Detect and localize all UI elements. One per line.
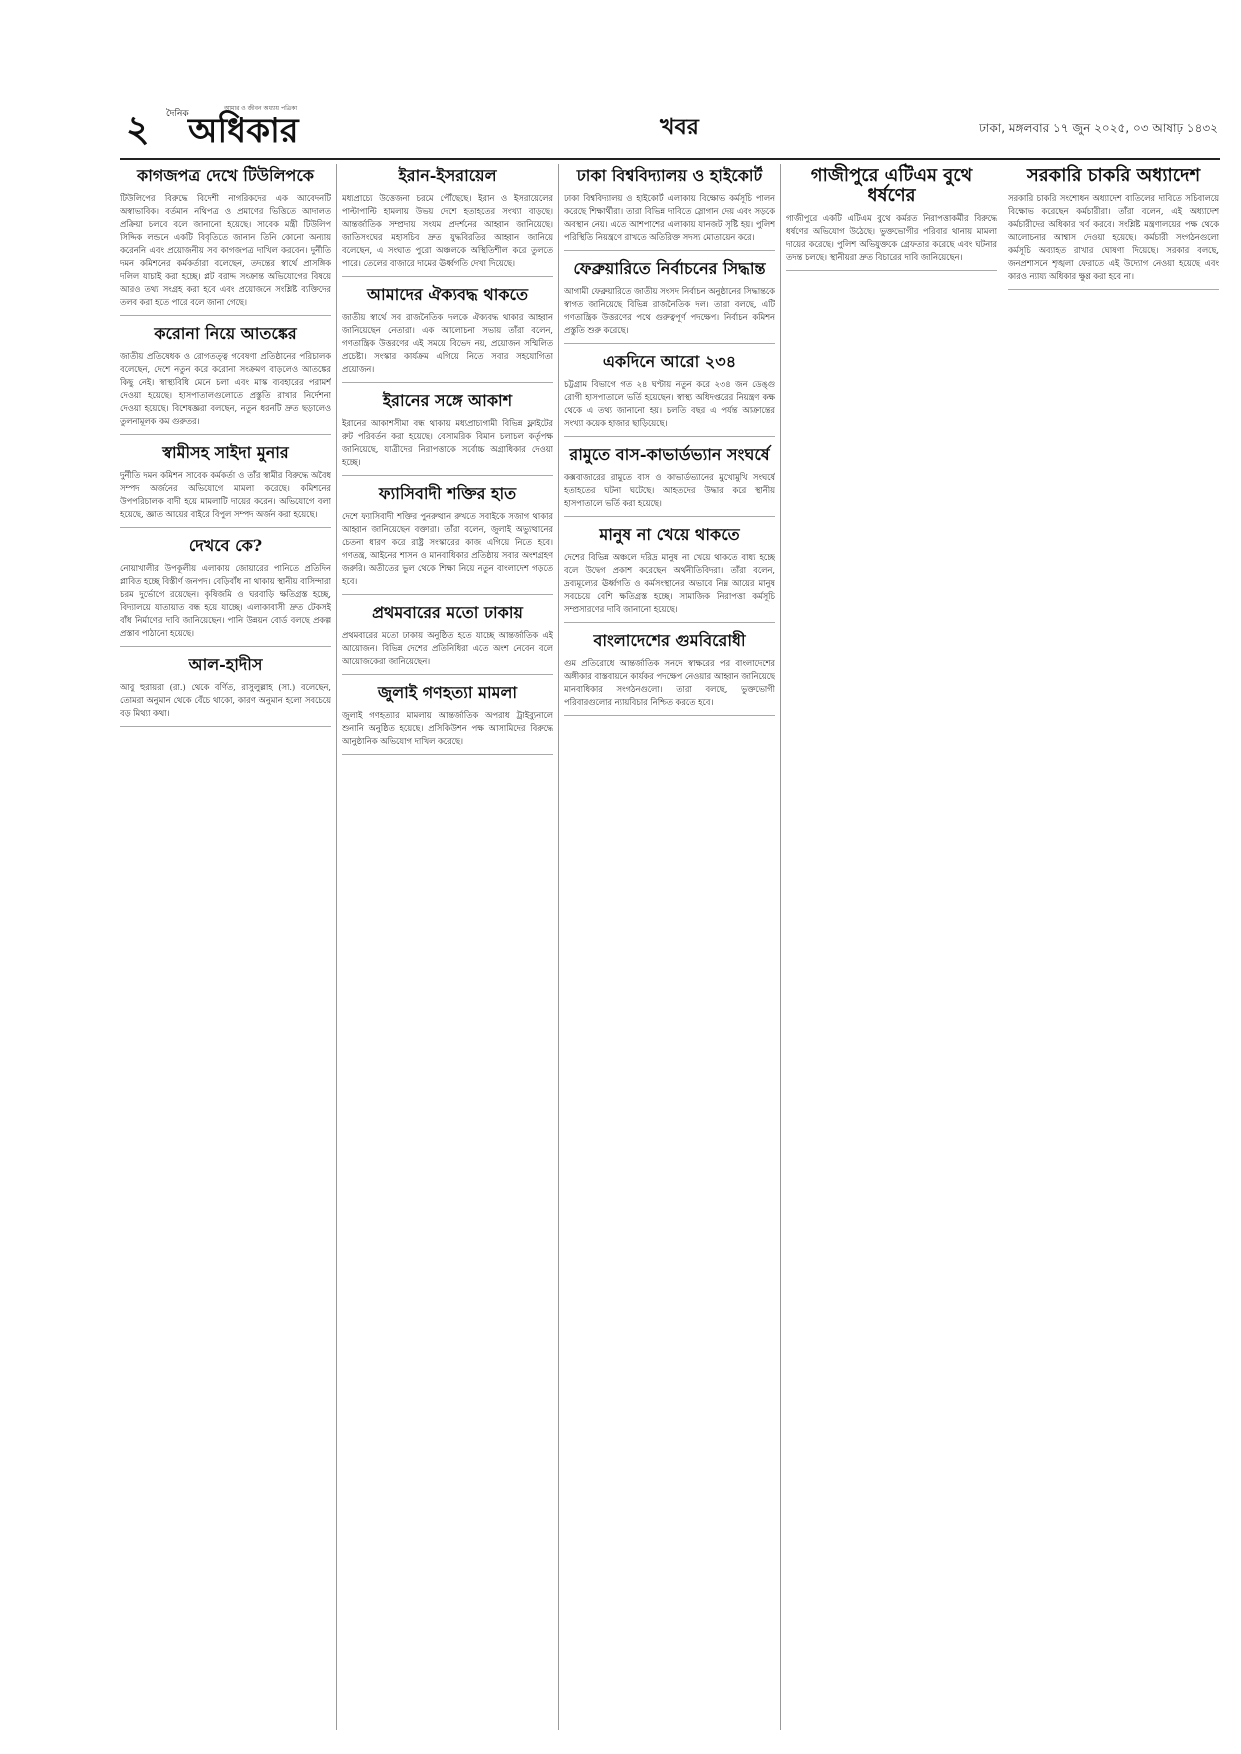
article-divider bbox=[564, 436, 775, 437]
article-headline: ঢাকা বিশ্ববিদ্যালয় ও হাইকোর্ট bbox=[576, 166, 763, 185]
article-headline: করোনা নিয়ে আতঙ্কের bbox=[154, 324, 297, 343]
article-body: দেশে ফ্যাসিবাদী শক্তির পুনরুত্থান রুখতে সবাইকে সজাগ থাকার আহ্বান জানিয়েছেন বক্তারা। তাঁরা বলেন, জুলাই অভ্যুত্থানের চেতনা ধারণ করে রাষ্ট্র সংস্কারের কাজ এগিয়ে নিতে হবে। গণতন্ত্র, আইনের শাসন ও মানবাধিকার প্রতিষ্ঠায় সবার অংশগ্রহণ জরুরি। অতীতের ভুল থেকে শিক্ষা নিয়ে নতুন বাংলাদেশ গড়তে হবে। bbox=[342, 511, 553, 586]
article-body: দুর্নীতি দমন কমিশন সাবেক কর্মকর্তা ও তাঁর স্বামীর বিরুদ্ধে অবৈধ সম্পদ অর্জনের অভিযোগে মামলা করেছে। কমিশনের উপপরিচালক বাদী হয়ে মামলাটি দায়ের করেন। অভিযোগে বলা হয়েছে, জ্ঞাত আয়ের বাইরে বিপুল সম্পদ অর্জন করা হয়েছে। bbox=[120, 470, 331, 519]
article bbox=[1008, 166, 1219, 290]
article-body: গাজীপুরে একটি এটিএম বুথে কর্মরত নিরাপত্তাকর্মীর বিরুদ্ধে ধর্ষণের অভিযোগ উঠেছে। ভুক্তভোগীর পরিবার থানায় মামলা দায়ের করেছে। পুলিশ অভিযুক্তকে গ্রেফতার করেছে এবং ঘটনার তদন্ত চলছে। স্থানীয়রা দ্রুত বিচারের দাবি জানিয়েছেন। bbox=[786, 213, 997, 262]
masthead bbox=[120, 98, 1240, 158]
article-headline: বাংলাদেশের গুমবিরোধী bbox=[593, 631, 746, 650]
article-body: আবু হুরায়রা (রা.) থেকে বর্ণিত, রাসুলুল্লাহ (সা.) বলেছেন, তোমরা অনুমান থেকে বেঁচে থাকো, কারণ অনুমান হলো সবচেয়ে বড় মিথ্যা কথা। bbox=[120, 682, 331, 718]
article-divider bbox=[342, 674, 553, 675]
column-divider bbox=[780, 164, 781, 1730]
article-body: জাতীয় স্বার্থে সব রাজনৈতিক দলকে ঐক্যবদ্ধ থাকার আহ্বান জানিয়েছেন নেতারা। এক আলোচনা সভায় তাঁরা বলেন, গণতান্ত্রিক উত্তরণের এই সময়ে বিভেদ নয়, প্রয়োজন সম্মিলিত প্রচেষ্টা। সংস্কার কার্যক্রম এগিয়ে নিতে সবার সহযোগিতা প্রয়োজন। bbox=[342, 312, 553, 374]
article bbox=[342, 484, 553, 595]
article-divider bbox=[120, 527, 331, 528]
article bbox=[564, 352, 775, 437]
article-headline: প্রথমবারের মতো ঢাকায় bbox=[372, 603, 523, 622]
article bbox=[342, 391, 553, 476]
column-1 bbox=[120, 162, 331, 1732]
logo-tagline: আমার ও জীবন অধ্যায় পত্রিকা bbox=[224, 105, 298, 112]
article bbox=[564, 525, 775, 623]
article-headline: গাজীপুরে এটিএম বুথে ধর্ষণের bbox=[810, 165, 973, 206]
article bbox=[786, 166, 997, 271]
column-4 bbox=[786, 162, 997, 1732]
article-divider bbox=[120, 434, 331, 435]
article-headline: স্বামীসহ সাইদা মুনার bbox=[162, 443, 289, 462]
article bbox=[120, 443, 331, 528]
article-divider bbox=[342, 754, 553, 755]
article-body: প্রথমবারের মতো ঢাকায় অনুষ্ঠিত হতে যাচ্ছে আন্তর্জাতিক এই আয়োজন। বিভিন্ন দেশের প্রতিনিধিরা এতে অংশ নেবেন বলে আয়োজকেরা জানিয়েছেন। bbox=[342, 630, 553, 666]
article-body: গুম প্রতিরোধে আন্তর্জাতিক সনদে স্বাক্ষরের পর বাংলাদেশের অঙ্গীকার বাস্তবায়নে কার্যকর পদক্ষেপ নেওয়ার আহ্বান জানিয়েছে মানবাধিকার সংগঠনগুলো। তারা বলছে, ভুক্তভোগী পরিবারগুলোর ন্যায়বিচার নিশ্চিত করতে হবে। bbox=[564, 658, 775, 707]
article bbox=[120, 536, 331, 647]
article-body: ইরানের আকাশসীমা বন্ধ থাকায় মধ্যপ্রাচ্যগামী বিভিন্ন ফ্লাইটের রুট পরিবর্তন করা হয়েছে। বেসামরিক বিমান চলাচল কর্তৃপক্ষ জানিয়েছে, যাত্রীদের নিরাপত্তাকে সর্বোচ্চ অগ্রাধিকার দেওয়া হচ্ছে। bbox=[342, 418, 553, 467]
article-body: টিউলিপের বিরুদ্ধে বিদেশী নাগরিকদের এক আবেদনটি অস্বাভাবিক। বর্তমান নথিপত্র ও প্রমাণের ভিত্তিতে আদালত প্রক্রিয়া চলবে বলে জানানো হয়েছে। সাবেক মন্ত্রী টিউলিপ সিদ্দিক লন্ডনে একটি বিবৃতিতে জানান তিনি কোনো অন্যায় করেননি এবং প্রয়োজনীয় সব কাগজপত্র দাখিল করবেন। দুর্নীতি দমন কমিশনের কর্মকর্তারা বলেছেন, তদন্তের স্বার্থে প্রাসঙ্গিক দলিল যাচাই করা হচ্ছে। প্লট বরাদ্দ সংক্রান্ত অভিযোগের বিষয়ে আরও তথ্য সংগ্রহ করা হবে এবং প্রয়োজনে সংশ্লিষ্ট ব্যক্তিদের তলব করা হতে পারে বলে জানা গেছে। bbox=[120, 193, 331, 307]
logo-word: অধিকার bbox=[188, 111, 299, 151]
article bbox=[564, 166, 775, 251]
article bbox=[120, 166, 331, 316]
logo-side-text: দৈনিক bbox=[166, 109, 189, 119]
article bbox=[564, 631, 775, 716]
column-divider bbox=[558, 164, 559, 1730]
article bbox=[120, 324, 331, 435]
dateline: ঢাকা, মঙ্গলবার ১৭ জুন ২০২৫, ০৩ আষাঢ় ১৪৩২ bbox=[979, 121, 1218, 135]
article-body: কক্সবাজারের রামুতে বাস ও কাভার্ডভ্যানের মুখোমুখি সংঘর্ষে হতাহতের ঘটনা ঘটেছে। আহতদের উদ্ধার করে স্থানীয় হাসপাতালে ভর্তি করা হয়েছে। bbox=[564, 472, 775, 508]
article-headline: ইরানের সঙ্গে আকাশ bbox=[382, 391, 513, 410]
article-divider bbox=[564, 343, 775, 344]
article bbox=[342, 603, 553, 675]
article-body: জুলাই গণহত্যার মামলায় আন্তর্জাতিক অপরাধ ট্রাইব্যুনালে শুনানি অনুষ্ঠিত হয়েছে। প্রসিকিউশন পক্ষ আসামিদের বিরুদ্ধে আনুষ্ঠানিক অভিযোগ দাখিল করেছে। bbox=[342, 710, 553, 746]
article-divider bbox=[564, 622, 775, 623]
article-headline: কাগজপত্র দেখে টিউলিপকে bbox=[137, 166, 314, 185]
article-body: মধ্যপ্রাচ্যে উত্তেজনা চরমে পৌঁছেছে। ইরান ও ইসরায়েলের পাল্টাপাল্টি হামলায় উভয় দেশে হতাহতের সংখ্যা বাড়ছে। আন্তর্জাতিক সম্প্রদায় সংযম প্রদর্শনের আহ্বান জানিয়েছে। জাতিসংঘের মহাসচিব দ্রুত যুদ্ধবিরতির আহ্বান জানিয়ে বলেছেন, এ সংঘাত পুরো অঞ্চলকে অস্থিতিশীল করে তুলতে পারে। তেলের বাজারে দামের ঊর্ধ্বগতি দেখা দিয়েছে। bbox=[342, 193, 553, 268]
article bbox=[564, 445, 775, 517]
article-body: নোয়াখালীর উপকূলীয় এলাকায় জোয়ারের পানিতে প্রতিদিন প্লাবিত হচ্ছে বিস্তীর্ণ জনপদ। বেড়িবাঁধ না থাকায় স্থানীয় বাসিন্দারা চরম দুর্ভোগে রয়েছেন। কৃষিজমি ও ঘরবাড়ি ক্ষতিগ্রস্ত হচ্ছে, বিদ্যালয়ে যাতায়াত বন্ধ হয়ে যাচ্ছে। এলাকাবাসী দ্রুত টেকসই বাঁধ নির্মাণের দাবি জানিয়েছেন। পানি উন্নয়ন বোর্ড বলছে প্রকল্প প্রস্তাব পাঠানো হয়েছে। bbox=[120, 563, 331, 638]
article-headline: ফ্যাসিবাদী শক্তির হাত bbox=[378, 484, 517, 503]
article bbox=[564, 259, 775, 344]
article-headline: দেখবে কে? bbox=[188, 536, 263, 555]
page-number: ২ bbox=[126, 109, 150, 150]
article bbox=[342, 166, 553, 277]
article bbox=[120, 655, 331, 727]
article-body: চট্টগ্রাম বিভাগে গত ২৪ ঘণ্টায় নতুন করে ২৩৪ জন ডেঙ্গু রোগী হাসপাতালে ভর্তি হয়েছেন। স্বাস্থ্য অধিদপ্তরের নিয়ন্ত্রণ কক্ষ থেকে এ তথ্য জানানো হয়। চলতি বছর এ পর্যন্ত আক্রান্তের সংখ্যা কয়েক হাজার ছাড়িয়েছে। bbox=[564, 379, 775, 428]
masthead-rule bbox=[120, 158, 1220, 160]
article-divider bbox=[564, 250, 775, 251]
article-divider bbox=[342, 594, 553, 595]
article-headline: মানুষ না খেয়ে থাকতে bbox=[599, 525, 740, 544]
article-headline: জুলাই গণহত্যা মামলা bbox=[377, 683, 518, 702]
article-body: দেশের বিভিন্ন অঞ্চলে দরিদ্র মানুষ না খেয়ে থাকতে বাধ্য হচ্ছে বলে উদ্বেগ প্রকাশ করেছেন অর্থনীতিবিদরা। তাঁরা বলেন, দ্রব্যমূল্যের ঊর্ধ্বগতি ও কর্মসংস্থানের অভাবে নিম্ন আয়ের মানুষ সবচেয়ে বেশি ক্ষতিগ্রস্ত হচ্ছে। সামাজিক নিরাপত্তা কর্মসূচি সম্প্রসারণের দাবি জানানো হয়েছে। bbox=[564, 552, 775, 614]
article-headline: আমাদের ঐক্যবদ্ধ থাকতে bbox=[367, 285, 528, 304]
article-divider bbox=[342, 475, 553, 476]
column-divider bbox=[336, 164, 337, 1730]
article-headline: ফেব্রুয়ারিতে নির্বাচনের সিদ্ধান্ত bbox=[573, 259, 766, 278]
article-divider bbox=[1008, 289, 1219, 290]
article-headline: আল-হাদীস bbox=[188, 655, 263, 674]
article-divider bbox=[120, 726, 331, 727]
article-divider bbox=[342, 276, 553, 277]
column-2 bbox=[342, 162, 553, 1732]
article-body: জাতীয় প্রতিষেধক ও রোগতত্ত্ব গবেষণা প্রতিষ্ঠানের পরিচালক বলেছেন, দেশে নতুন করে করোনা সংক্রমণ বাড়লেও আতঙ্কের কিছু নেই। স্বাস্থ্যবিধি মেনে চলা এবং মাস্ক ব্যবহারের পরামর্শ দেওয়া হয়েছে। হাসপাতালগুলোতে প্রস্তুতি রাখার নির্দেশনা দেওয়া হয়েছে। বিশেষজ্ঞরা বলছেন, নতুন ধরনটি দ্রুত ছড়ালেও তুলনামূলক কম গুরুতর। bbox=[120, 351, 331, 426]
article-divider bbox=[786, 270, 997, 271]
article bbox=[342, 285, 553, 383]
article-divider bbox=[564, 516, 775, 517]
column-5 bbox=[1008, 162, 1219, 1732]
article bbox=[342, 683, 553, 755]
article-divider bbox=[120, 646, 331, 647]
article-headline: একদিনে আরো ২৩৪ bbox=[602, 352, 737, 371]
newspaper-logo bbox=[164, 100, 364, 152]
column-3 bbox=[564, 162, 775, 1732]
article-body: আগামী ফেব্রুয়ারিতে জাতীয় সংসদ নির্বাচন অনুষ্ঠানের সিদ্ধান্তকে স্বাগত জানিয়েছে বিভিন্ন রাজনৈতিক দল। তারা বলছে, এটি গণতান্ত্রিক উত্তরণের পথে গুরুত্বপূর্ণ পদক্ষেপ। নির্বাচন কমিশন প্রস্তুতি শুরু করেছে। bbox=[564, 286, 775, 335]
article-divider bbox=[120, 315, 331, 316]
article-divider bbox=[342, 382, 553, 383]
article-headline: ইরান-ইসরায়েল bbox=[398, 166, 497, 185]
article-body: সরকারি চাকরি সংশোধন অধ্যাদেশ বাতিলের দাবিতে সচিবালয়ে বিক্ষোভ করেছেন কর্মচারীরা। তাঁরা বলেন, এই অধ্যাদেশ কর্মচারীদের অধিকার খর্ব করবে। সংশ্লিষ্ট মন্ত্রণালয়ের পক্ষ থেকে আলোচনার আশ্বাস দেওয়া হয়েছে। কর্মচারী সংগঠনগুলো কর্মসূচি অব্যাহত রাখার ঘোষণা দিয়েছে। সরকার বলছে, জনপ্রশাসনে শৃঙ্খলা ফেরাতে এই উদ্যোগ নেওয়া হয়েছে এবং কারও ন্যায্য অধিকার ক্ষুণ্ণ করা হবে না। bbox=[1008, 193, 1219, 281]
article-body: ঢাকা বিশ্ববিদ্যালয় ও হাইকোর্ট এলাকায় বিক্ষোভ কর্মসূচি পালন করেছে শিক্ষার্থীরা। তারা বিভিন্ন দাবিতে স্লোগান দেয় এবং সড়কে অবস্থান নেয়। এতে আশপাশের এলাকায় যানজট সৃষ্টি হয়। পুলিশ পরিস্থিতি নিয়ন্ত্রণে রাখতে অতিরিক্ত সদস্য মোতায়েন করে। bbox=[564, 193, 775, 242]
section-title: খবর bbox=[660, 115, 699, 140]
article-headline: রামুতে বাস-কাভার্ডভ্যান সংঘর্ষে bbox=[569, 445, 770, 464]
article-headline: সরকারি চাকরি অধ্যাদেশ bbox=[1026, 165, 1201, 186]
article-divider bbox=[564, 715, 775, 716]
